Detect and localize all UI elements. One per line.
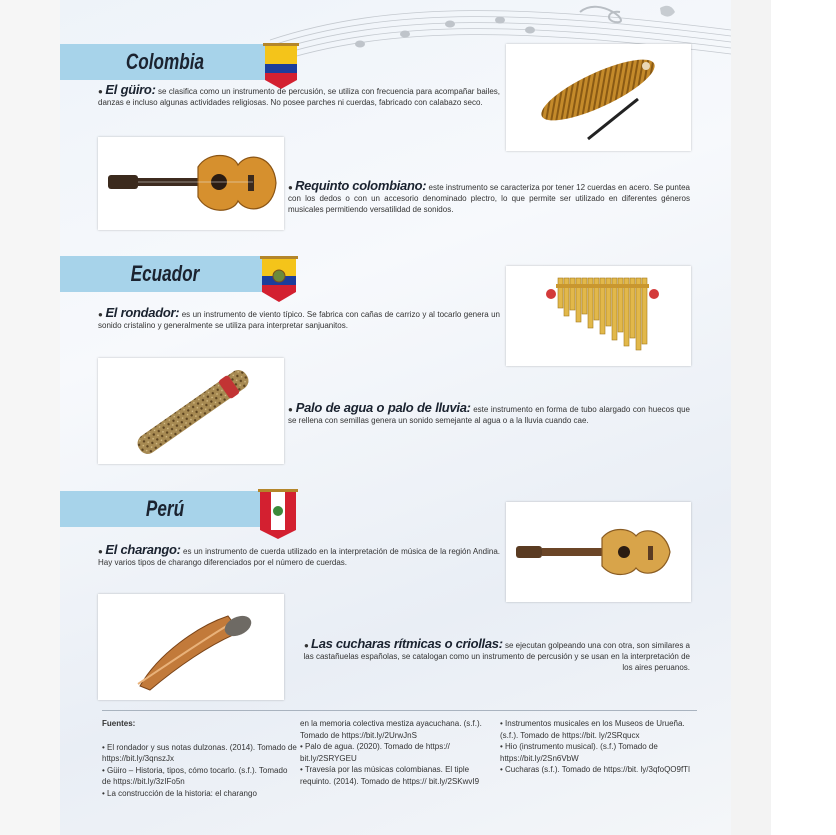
heading-rondador: El rondador: <box>105 305 180 320</box>
heading-charango: El charango: <box>105 542 181 557</box>
requinto-photo <box>98 137 284 230</box>
sources-divider <box>102 710 697 711</box>
bullet: ● <box>303 641 312 650</box>
ecuador-flag-icon <box>260 256 298 302</box>
document-page <box>60 0 731 835</box>
rondador-photo <box>506 266 691 366</box>
text-requinto: este instrumento se caracteriza por tener 12 cuerdas en acero. Se puntea con los dedos o con un accesorio denominado plectro, lo que permite ser utilizado en diferentes géneros musicales permitiendo versatilidad de sonidos. <box>288 183 690 214</box>
section-title-colombia: Colombia <box>125 49 205 74</box>
rondador-image <box>506 266 691 366</box>
sources-column-2 <box>300 718 496 787</box>
section-header-ecuador <box>60 256 270 292</box>
bullet: ● <box>98 547 106 556</box>
charango-photo <box>506 502 691 602</box>
text-guiro: se clasifica como un instrumento de percusión, se utiliza con frecuencia para acompañar bailes, danzas e incluso algunas actividades religiosas. No posee parches ni cuerdas, fabricado con calabazo seco. <box>98 87 500 107</box>
bullet: ● <box>288 183 296 192</box>
source-entry: • Instrumentos musicales en los Museos de Urueña. (s.f.). Tomado de https://bit. ly/2SRqucx <box>500 719 685 740</box>
guiro-image <box>506 44 691 151</box>
heading-cucharas: Las cucharas rítmicas o criollas: <box>311 636 503 651</box>
source-entry: • Palo de agua. (2020). Tomado de https:// bit.ly/2SRYGEU <box>300 742 450 763</box>
charango-image <box>506 502 691 602</box>
heading-guiro: El güiro: <box>105 82 156 97</box>
paragraph-requinto <box>288 180 690 215</box>
far-right-area <box>771 0 836 835</box>
peru-flag-icon <box>258 489 298 539</box>
section-header-colombia <box>60 44 270 80</box>
bullet: ● <box>98 87 106 96</box>
source-entry: • Travesía por las músicas colombianas. El tiple requinto. (2014). Tomado de https:// bit.ly/2SKwvI9 <box>300 765 480 786</box>
section-title-peru: Perú <box>145 496 185 521</box>
heading-requinto: Requinto colombiano: <box>295 178 427 193</box>
paragraph-rondador <box>98 307 500 331</box>
requinto-image <box>98 137 284 230</box>
colombia-flag-icon <box>263 43 299 89</box>
text-cucharas: se ejecutan golpeando una con otra, son similares a las castañuelas españolas, se catalogan como un instrumento de percusión y se usan en la interpretación de los aires peruanos. <box>303 641 690 672</box>
paragraph-cucharas <box>298 638 690 673</box>
bullet: ● <box>98 310 106 319</box>
sources-label: Fuentes: <box>102 719 136 728</box>
source-entry: • La construcción de la historia: el charango <box>102 788 257 798</box>
section-title-ecuador: Ecuador <box>130 261 200 286</box>
paragraph-guiro <box>98 84 500 108</box>
left-margin <box>0 0 60 835</box>
sources-column-1 <box>102 718 298 799</box>
paragraph-charango <box>98 544 500 568</box>
paragraph-palo-de-agua <box>288 402 690 426</box>
right-margin <box>731 0 771 835</box>
guiro-photo <box>506 44 691 151</box>
cucharas-image <box>98 594 284 700</box>
palo-de-agua-photo <box>98 358 284 464</box>
text-charango: es un instrumento de cuerda utilizado en la interpretación de música de la región Andina. Hay varios tipos de charango diferenciados por el número de cuerdas. <box>98 547 500 567</box>
text-rondador: es un instrumento de viento típico. Se fabrica con cañas de carrizo y al tocarlo genera un sonido cristalino y generalmente se utiliza para interpretar sanjuanitos. <box>98 310 500 330</box>
source-entry: • Güiro – Historia, tipos, cómo tocarlo. (s.f.). Tomado de https://bit.ly/3zIFo5n <box>102 765 288 786</box>
source-entry: • Cucharas (s.f.). Tomado de https://bit. ly/3qfoQO9fTl <box>500 765 690 774</box>
bullet: ● <box>288 405 296 414</box>
cucharas-photo <box>98 594 284 700</box>
palo-de-agua-image <box>98 358 284 464</box>
heading-palo-de-agua: Palo de agua o palo de lluvia: <box>295 400 471 415</box>
source-entry: • Hio (instrumento musical). (s.f.) Tomado de https://bit.ly/2Sn6VbW <box>500 742 658 763</box>
source-entry: en la memoria colectiva mestiza ayacuchana. (s.f.). Tomado de https://bit.ly/2UrwJnS <box>300 719 482 740</box>
section-header-peru <box>60 491 270 527</box>
text-palo-de-agua: este instrumento en forma de tubo alargado con huecos que se rellena con semillas genera un sonido semejante al agua o a la lluvia cuando cae. <box>288 405 690 425</box>
sources-column-3 <box>500 718 696 776</box>
source-entry: • El rondador y sus notas dulzonas. (2014). Tomado de https://bit.ly/3qnszJx <box>102 742 297 763</box>
